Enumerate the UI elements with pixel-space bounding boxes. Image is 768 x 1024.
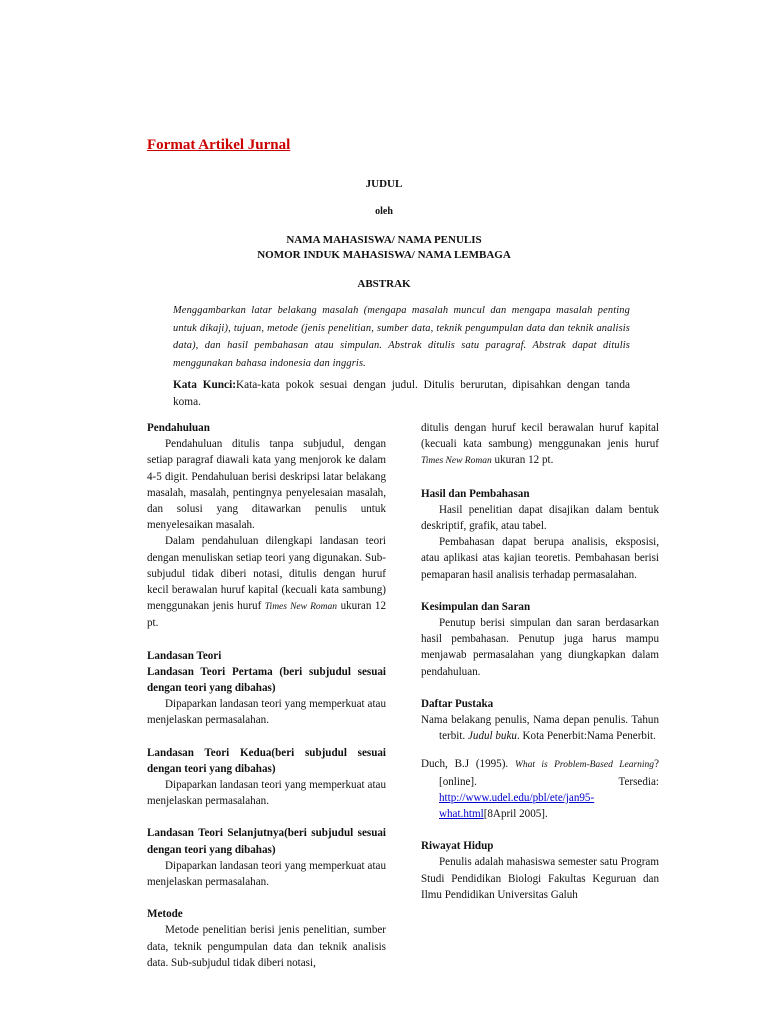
section-heading-riwayat: Riwayat Hidup	[421, 840, 494, 853]
paragraph: Dipaparkan landasan teori yang memperkuat atau menjelaskan permasalahan.	[147, 698, 386, 727]
keywords	[173, 377, 630, 411]
paragraph: ditulis dengan huruf kecil berawalan huruf kapital (kecuali kata sambung) menggunakan jenis huruf Times New Roman ukuran 12 pt.	[421, 422, 659, 467]
subsection-heading: Landasan Teori Selanjutnya(beri subjudul sesuai dengan teori yang dibahas)	[147, 827, 386, 856]
reference-item: Nama belakang penulis, Nama depan penulis. Tahun terbit. Judul buku. Kota Penerbit:Nama Penerbit.	[421, 714, 659, 743]
author-name: NAMA MAHASISWA/ NAMA PENULIS	[286, 234, 482, 246]
section-heading-metode: Metode	[147, 908, 183, 921]
paragraph: Pendahuluan ditulis tanpa subjudul, dengan setiap paragraf diawali kata yang menjorok ke dalam 4-5 digit. Pendahuluan berisi deskripsi latar belakang masalah, masalah, pentingnya penyelesaian masalah, dan solusi yang ditawarkan penulis untuk menyelesaikan masalah.	[147, 438, 386, 532]
reference-item: Duch, B.J (1995). What is Problem-Based Learning? [online]. Tersedia: http://www.udel.edu/pbl/ete/jan95-what.html[8April 2005].	[421, 758, 659, 821]
abstract-heading: ABSTRAK	[357, 278, 411, 290]
left-column	[147, 420, 386, 971]
paragraph: Dalam pendahuluan dilengkapi landasan teori dengan menuliskan setiap teori yang digunakan. Sub-subjudul tidak diberi notasi, ditulis dengan huruf kecil berawalan huruf kapital (kecuali kata sambung) menggunakan jenis huruf Times New Roman ukuran 12 pt.	[147, 535, 387, 630]
subsection-heading: Landasan Teori Pertama (beri subjudul sesuai dengan teori yang dibahas)	[147, 665, 386, 695]
author-institution: NOMOR INDUK MAHASISWA/ NAMA LEMBAGA	[257, 249, 511, 261]
abstract-text: Menggambarkan latar belakang masalah (mengapa masalah muncul dan mengapa masalah penting untuk dikaji), tujuan, metode (jenis penelitian, sumber data, teknik pengumpulan data dan teknik analisis data), dan hasil pembahasan atau simpulan. Abstrak ditulis satu paragraf. Abstrak dapat ditulis menggunakan bahasa indonesia dan inggris.	[173, 305, 630, 369]
paragraph: Penutup berisi simpulan dan saran berdasarkan hasil pembahasan. Penutup juga harus mampu menjawab permasalahan yang diungkapkan dalam pendahuluan.	[421, 617, 659, 678]
subsection-heading: Landasan Teori Kedua(beri subjudul sesuai dengan teori yang dibahas)	[147, 746, 386, 775]
keywords-label: Kata Kunci:	[173, 379, 236, 391]
page-title: Format Artikel Jurnal	[147, 137, 291, 153]
keywords-text: Kata-kata pokok sesuai dengan judul. Ditulis berurutan, dipisahkan dengan tanda koma.	[173, 379, 630, 408]
section-heading-hasil: Hasil dan Pembahasan	[421, 487, 530, 500]
right-column	[421, 420, 659, 903]
article-title: JUDUL	[365, 178, 403, 190]
paragraph: Dipaparkan landasan teori yang memperkuat atau menjelaskan permasalahan.	[147, 859, 386, 889]
paragraph: Metode penelitian berisi jenis penelitian, sumber data, teknik pengumpulan data dan teknik analisis data. Sub-subjudul tidak diberi notasi,	[147, 924, 386, 969]
by-line: oleh	[375, 206, 393, 217]
paragraph: Pembahasan dapat berupa analisis, eksposisi, atau aplikasi atas kajian teoretis. Pembahasan berisi pemaparan hasil analisis terhadap permasalahan.	[421, 536, 659, 581]
section-heading-pendahuluan: Pendahuluan	[147, 422, 210, 434]
paragraph: Dipaparkan landasan teori yang memperkuat atau menjelaskan permasalahan.	[147, 779, 386, 808]
paragraph: Penulis adalah mahasiswa semester satu Program Studi Pendidikan Biologi Fakultas Keguruan dan Ilmu Pendidikan Universitas Galuh	[421, 856, 659, 901]
paragraph: Hasil penelitian dapat disajikan dalam bentuk deskriptif, grafik, atau tabel.	[421, 503, 659, 533]
reference-link[interactable]: http://www.udel.edu/pbl/ete/jan95-what.html	[439, 791, 595, 821]
section-heading-landasan: Landasan Teori	[147, 649, 222, 662]
section-heading-kesimpulan: Kesimpulan dan Saran	[421, 600, 531, 613]
section-heading-daftar-pustaka: Daftar Pustaka	[421, 697, 494, 710]
